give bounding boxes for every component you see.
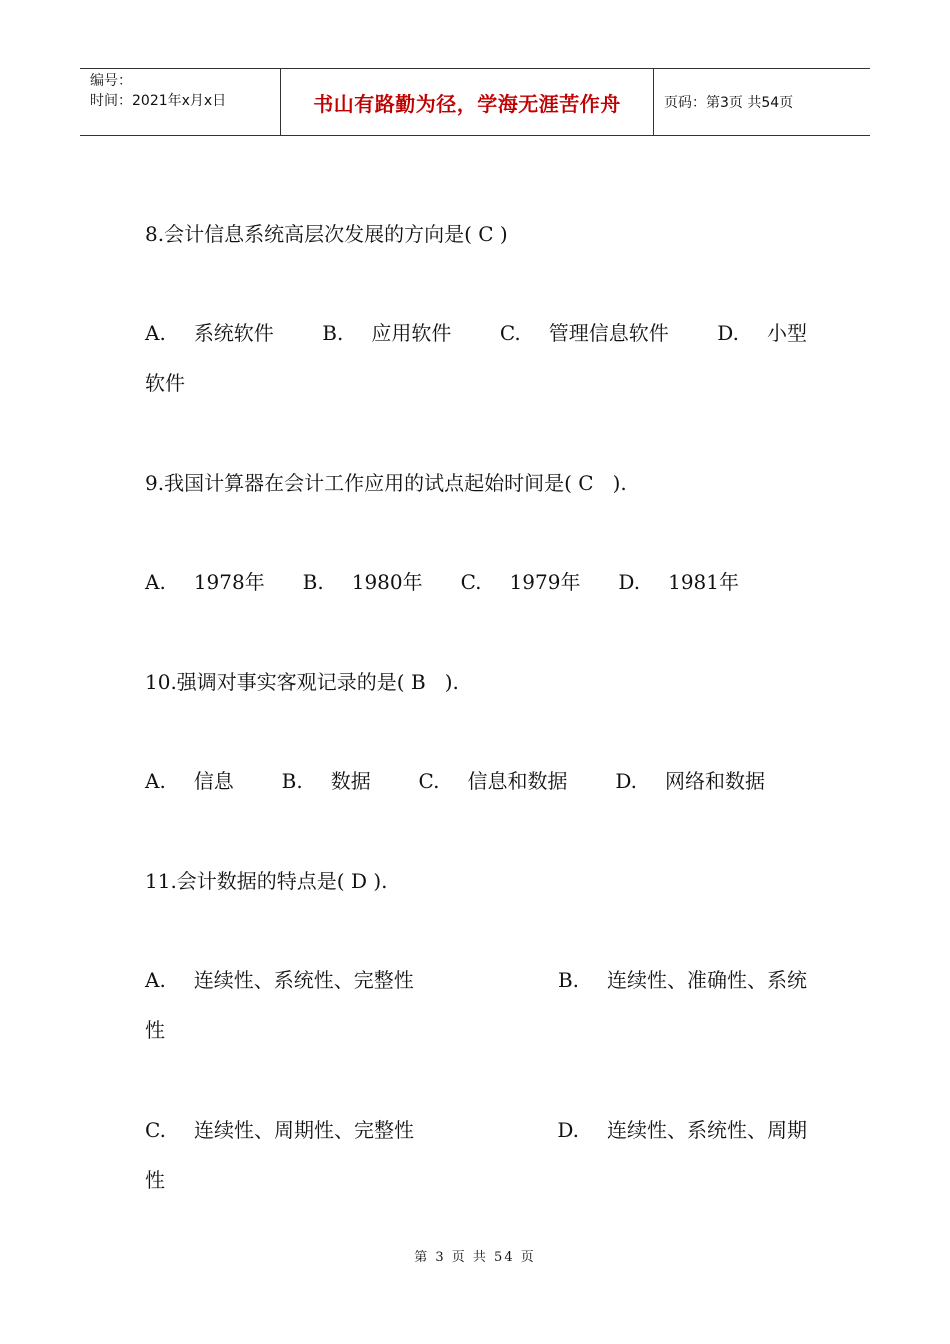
header-meta: [80, 69, 281, 135]
option: B. 连续性、准确性、系统: [557, 968, 807, 992]
option-row: [145, 769, 765, 793]
option: D. 1981年: [618, 570, 739, 594]
option: A. 1978年: [145, 570, 265, 594]
option-row: [145, 1118, 807, 1142]
header-motto: 书山有路勤为径，学海无涯苦作舟: [313, 91, 621, 116]
option: D. 连续性、系统性、周期: [557, 1118, 807, 1142]
question-stem: 10.强调对事实客观记录的是( B ).: [145, 670, 459, 694]
option-row: [145, 968, 807, 992]
header-motto-cell: [281, 69, 654, 135]
option: B. 应用软件: [322, 321, 452, 345]
option-row: [145, 321, 807, 345]
page-footer: 第 3 页 共 54 页: [414, 1250, 536, 1265]
question-stem: 9.我国计算器在会计工作应用的试点起始时间是( C ).: [145, 471, 627, 495]
option-wrap-text: 性: [145, 1168, 165, 1192]
option: C. 信息和数据: [418, 769, 568, 793]
header-page-cell: [654, 69, 870, 135]
doc-date-label: 时间：2021年x月x日: [90, 93, 227, 109]
option: A. 系统软件: [145, 321, 274, 345]
option: D. 小型: [717, 321, 807, 345]
question-stem: 11.会计数据的特点是( D ).: [145, 869, 388, 893]
option: D. 网络和数据: [615, 769, 765, 793]
option-wrap-text: 性: [145, 1018, 165, 1042]
option: A. 连续性、系统性、完整性: [145, 968, 414, 992]
header-page-label: 页码：第3页 共54页: [664, 95, 794, 111]
option: B. 1980年: [302, 570, 423, 594]
doc-number-label: 编号：: [90, 73, 132, 89]
option: B. 数据: [281, 769, 371, 793]
option: C. 1979年: [460, 570, 581, 594]
option: C. 连续性、周期性、完整性: [145, 1118, 414, 1142]
page-header: [80, 68, 870, 136]
option: A. 信息: [145, 769, 234, 793]
option-row: [145, 570, 739, 594]
option: C. 管理信息软件: [499, 321, 669, 345]
option-wrap-text: 软件: [145, 371, 185, 395]
question-stem: 8.会计信息系统高层次发展的方向是( C ): [145, 222, 508, 246]
